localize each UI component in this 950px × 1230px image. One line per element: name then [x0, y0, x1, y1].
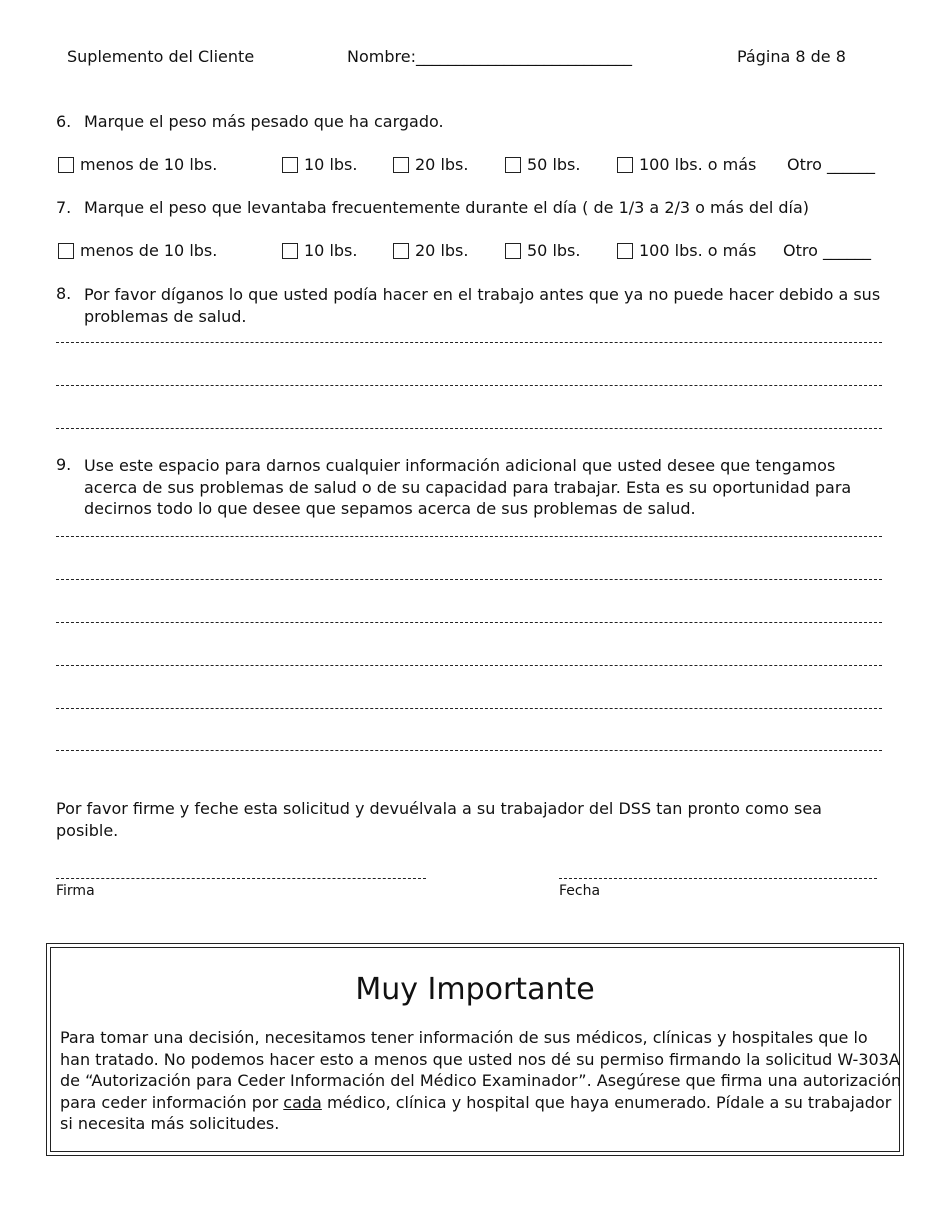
important-body: Para tomar una decisión, necesitamos tener información de sus médicos, clínicas y hospitales que lo han tratado. No podemos hacer esto a menos que usted nos dé su permiso firmando la solicitud W-303A de “Autorización para Ceder Información del Médico Examinador”. Asegúrese que firma una autorización para ceder información por cada médico, clínica y hospital que haya enumerado. Pídale a su trabajador si necesita más solicitudes. [60, 1028, 902, 1133]
emphasis-cada: cada [283, 1092, 322, 1112]
checkbox[interactable] [282, 243, 298, 259]
answer-line[interactable] [56, 579, 882, 580]
q7-option-1[interactable]: 10 lbs. [282, 241, 357, 260]
q7-option-4[interactable]: 100 lbs. o más [617, 241, 756, 260]
answer-line[interactable] [56, 342, 882, 343]
date-label: Fecha [559, 883, 601, 899]
question-8-text: Por favor díganos lo que usted podía hacer en el trabajo antes que ya no puede hacer debido a sus problemas de salud. [84, 285, 881, 326]
important-notice-box [46, 943, 904, 1156]
checkbox[interactable] [58, 243, 74, 259]
answer-line[interactable] [56, 428, 882, 429]
answer-line[interactable] [56, 750, 882, 751]
question-7 [56, 198, 809, 217]
question-9-text: Use este espacio para darnos cualquier información adicional que usted desee que tengamos acerca de sus problemas de salud o de su capacidad para trabajar. Esta es su oportunidad para decirnos todo lo que desee que sepamos acerca de sus problemas de salud. [84, 456, 852, 518]
question-text: Marque el peso más pesado que ha cargado. [84, 112, 444, 131]
answer-line[interactable] [56, 385, 882, 386]
date-line[interactable] [559, 878, 877, 879]
question-8-number: 8. [56, 284, 72, 303]
answer-line[interactable] [56, 622, 882, 623]
q7-other-field[interactable]: Otro ______ [783, 241, 871, 260]
question-text: Marque el peso que levantaba frecuentemente durante el día ( de 1/3 a 2/3 o más del día) [84, 198, 810, 217]
question-6 [56, 112, 444, 131]
sign-instruction: Por favor firme y feche esta solicitud y devuélvala a su trabajador del DSS tan pronto como sea posible. [56, 799, 822, 840]
q7-option-0[interactable]: menos de 10 lbs. [58, 241, 217, 260]
question-9-number: 9. [56, 455, 72, 474]
answer-line[interactable] [56, 708, 882, 709]
checkbox[interactable] [505, 157, 521, 173]
checkbox[interactable] [617, 157, 633, 173]
q6-option-3[interactable]: 50 lbs. [505, 155, 580, 174]
q7-option-3[interactable]: 50 lbs. [505, 241, 580, 260]
important-inner-border [50, 947, 900, 1152]
checkbox[interactable] [505, 243, 521, 259]
question-number: 6. [56, 112, 72, 131]
answer-line[interactable] [56, 536, 882, 537]
answer-line[interactable] [56, 665, 882, 666]
signature-line[interactable] [56, 878, 426, 879]
q6-option-1[interactable]: 10 lbs. [282, 155, 357, 174]
q6-other-field[interactable]: Otro ______ [787, 155, 875, 174]
question-number: 7. [56, 198, 72, 217]
q6-option-2[interactable]: 20 lbs. [393, 155, 468, 174]
page-number: Página 8 de 8 [737, 47, 846, 66]
supplement-label: Suplemento del Cliente [67, 47, 255, 66]
important-title: Muy Importante [355, 972, 595, 1007]
q7-option-2[interactable]: 20 lbs. [393, 241, 468, 260]
signature-label: Firma [56, 883, 95, 899]
checkbox[interactable] [58, 157, 74, 173]
checkbox[interactable] [282, 157, 298, 173]
checkbox[interactable] [393, 243, 409, 259]
name-field[interactable]: Nombre:___________________________ [347, 47, 632, 66]
q6-option-4[interactable]: 100 lbs. o más [617, 155, 756, 174]
checkbox[interactable] [393, 157, 409, 173]
checkbox[interactable] [617, 243, 633, 259]
q6-option-0[interactable]: menos de 10 lbs. [58, 155, 217, 174]
